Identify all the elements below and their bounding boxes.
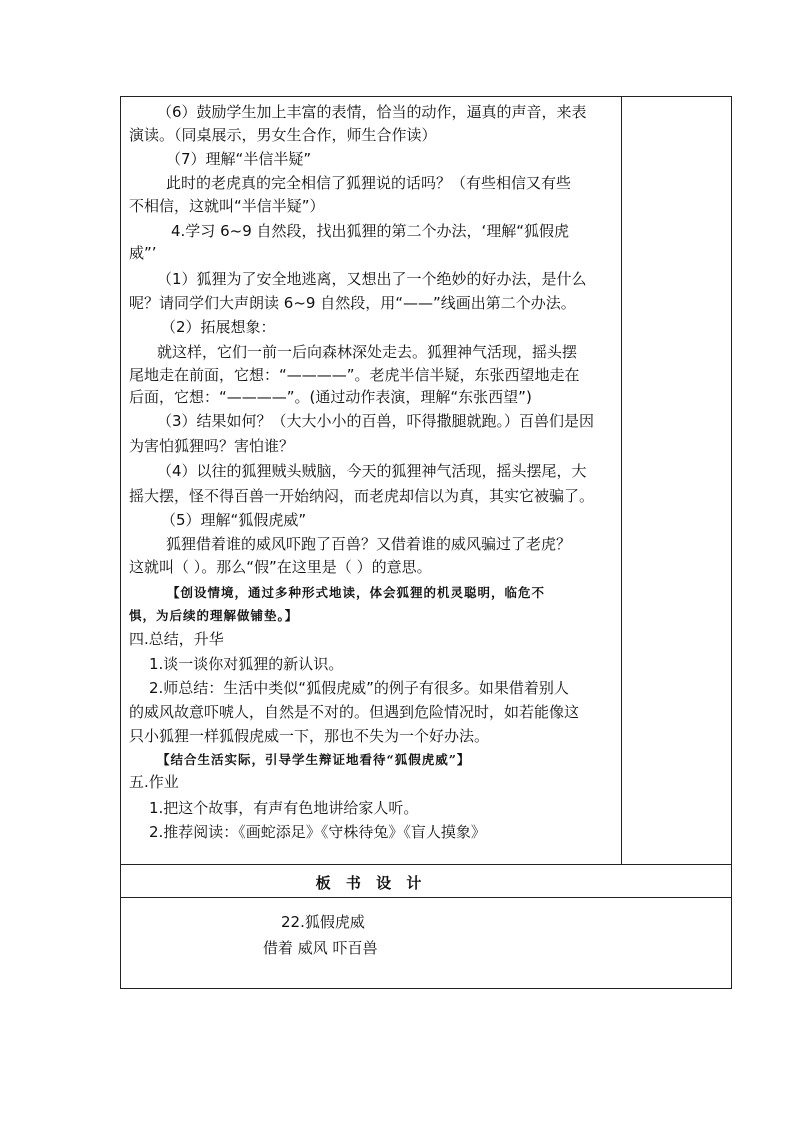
text-line: 为害怕狐狸吗？害怕谁？ [129, 437, 295, 455]
text-line: 1.谈一谈你对狐狸的新认识。 [149, 655, 344, 673]
text-line: 不相信，这就叫“半信半疑”） [129, 197, 325, 215]
text-line: 狐狸借着谁的威风吓跑了百兽？又借着谁的威风骗过了老虎？ [166, 535, 572, 553]
text-line: 2.师总结：生活中类似“狐假虎威”的例子有很多。如果借着别人 [149, 679, 569, 697]
text-line: 这就叫（ ）。那么“假”在这里是（ ）的意思。 [129, 558, 432, 576]
text-line: 就这样，它们一前一后向森林深处走去。狐狸神气活现，摇头摆 [157, 343, 578, 361]
row-divider [121, 897, 731, 898]
design-note: 【结合生活实际，引导学生辩证地看待“狐假虎威”】 [157, 752, 471, 767]
teaching-process-cell [121, 97, 621, 864]
text-line: 此时的老虎真的完全相信了狐狸说的话吗？（有些相信又有些 [166, 174, 572, 192]
text-line: 4.学习 6~9 自然段，找出狐狸的第二个办法，‘理解“狐假虎 [171, 222, 570, 240]
board-design-heading: 板 书 设 计 [315, 874, 427, 892]
section-heading: 四.总结，升华 [129, 630, 224, 648]
text-line: 威”’ [129, 244, 157, 262]
text-line: （3）结果如何？（大大小小的百兽，吓得撒腿就跑。）百兽们是因 [157, 412, 595, 430]
lesson-plan-table [120, 96, 732, 989]
board-title: 22.狐假虎威 [281, 913, 365, 931]
text-line: 呢？请同学们大声朗读 6~9 自然段，用“——”线画出第二个办法。 [129, 294, 576, 312]
text-line: （6）鼓励学生加上丰富的表情，恰当的动作，逼真的声音，来表 [157, 103, 587, 121]
column-divider [621, 97, 622, 864]
board-content: 借着 威风 吓百兽 [263, 939, 378, 957]
text-line: 摇大摆，怪不得百兽一开始纳闷，而老虎却信以为真，其实它被骗了。 [129, 487, 595, 505]
text-line: 只小狐狸一样狐假虎威一下，那也不失为一个好办法。 [129, 727, 490, 745]
text-line: 后面，它想：“————”。(通过动作表演，理解“东张西望”) [129, 388, 532, 406]
text-line: 尾地走在前面，它想：“————”。老虎半信半疑，东张西望地走在 [129, 366, 580, 384]
text-line: 2.推荐阅读：《画蛇添足》《守株待兔》《盲人摸象》 [149, 823, 486, 841]
text-line: （1）狐狸为了安全地逃离，又想出了一个绝妙的好办法，是什么 [157, 270, 587, 288]
text-line: 演读。（同桌展示，男女生合作，师生合作读） [129, 126, 437, 144]
design-note: 【创设情境，通过多种形式地读，体会狐狸的机灵聪明，临危不 [167, 585, 546, 600]
section-heading: 五.作业 [129, 773, 179, 791]
text-line: （5）理解“狐假虎威” [161, 511, 307, 529]
text-line: （7）理解“半信半疑” [166, 150, 312, 168]
text-line: （4）以往的狐狸贼头贼脑，今天的狐狸神气活现，摇头摆尾，大 [157, 462, 587, 480]
text-line: （2）拓展想象： [161, 318, 276, 336]
row-divider [121, 864, 731, 865]
text-line: 的威风故意吓唬人，自然是不对的。但遇到危险情况时，如若能像这 [129, 703, 580, 721]
text-line: 1.把这个故事，有声有色地讲给家人听。 [149, 799, 419, 817]
design-note: 惧，为后续的理解做铺垫。】 [129, 608, 299, 623]
